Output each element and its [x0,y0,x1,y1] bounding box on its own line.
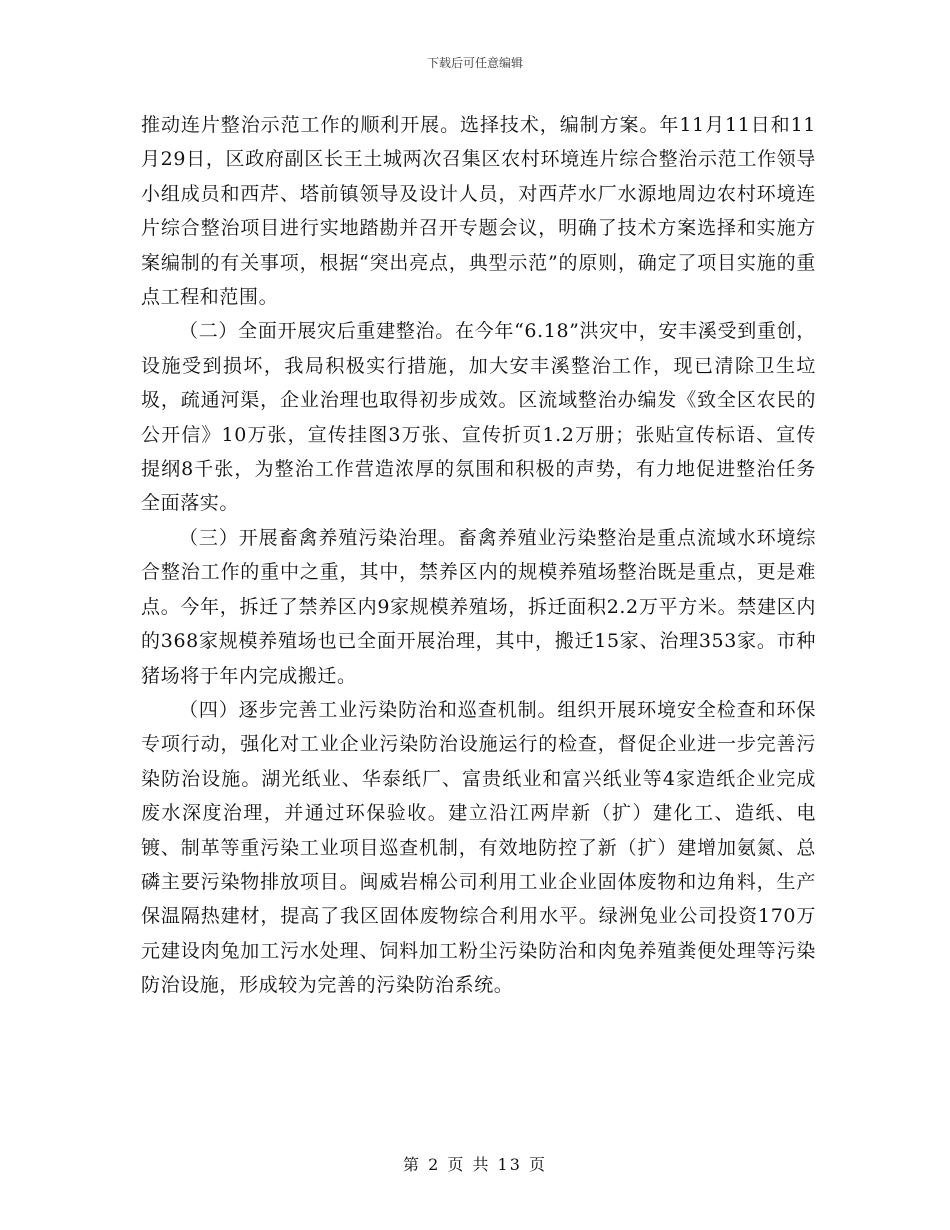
page-header-note: 下载后可任意编辑 [426,56,523,70]
body-paragraph-3: （三）开展畜禽养殖污染治理。畜禽养殖业污染整治是重点流域水环境综合整治工作的重中之重，其中，禁养区内的规模养殖场整治既是重点，更是难点。今年，拆迁了禁养区内9家规模养殖场，拆迁面积2.2万平方米。禁建区内的368家规模养殖场也已全面开展治理，其中，搬迁15家、治理353家。市种猪场将于年内完成搬迁。 [141,526,816,687]
page-number-footer: 第 2 页 共 13 页 [403,1155,547,1174]
document-body [141,108,816,1003]
body-paragraph-1: 推动连片整治示范工作的顺利开展。选择技术，编制方案。年11月11日和11月29日，区政府副区长王土城两次召集区农村环境连片综合整治示范工作领导小组成员和西芹、塔前镇领导及设计人员，对西芹水厂水源地周边农村环境连片综合整治项目进行实地踏勘并召开专题会议，明确了技术方案选择和实施方案编制的有关事项，根据“突出亮点，典型示范”的原则，确定了项目实施的重点工程和范围。 [141,114,816,309]
body-paragraph-2: （二）全面开展灾后重建整治。在今年“6.18”洪灾中，安丰溪受到重创，设施受到损坏，我局积极实行措施，加大安丰溪整治工作，现已清除卫生垃圾，疏通河渠，企业治理也取得初步成效。区流域整治办编发《致全区农民的公开信》10万张，宣传挂图3万张、宣传折页1.2万册；张贴宣传标语、宣传提纲8千张，为整治工作营造浓厚的氛围和积极的声势，有力地促进整治任务全面落实。 [141,320,816,515]
body-paragraph-4: （四）逐步完善工业污染防治和巡查机制。组织开展环境安全检查和环保专项行动，强化对工业企业污染防治设施运行的检查，督促企业进一步完善污染防治设施。湖光纸业、华泰纸厂、富贵纸业和富兴纸业等4家造纸企业完成废水深度治理，并通过环保验收。建立沿江两岸新（扩）建化工、造纸、电镀、制革等重污染工业项目巡查机制，有效地防控了新（扩）建增加氨氮、总磷主要污染物排放项目。闽威岩棉公司利用工业企业固体废物和边角料，生产保温隔热建材，提高了我区固体废物综合利用水平。绿洲兔业公司投资170万元建设肉兔加工污水处理、饲料加工粉尘污染防治和肉兔养殖粪便处理等污染防治设施，形成较为完善的污染防治系统。 [141,698,816,997]
